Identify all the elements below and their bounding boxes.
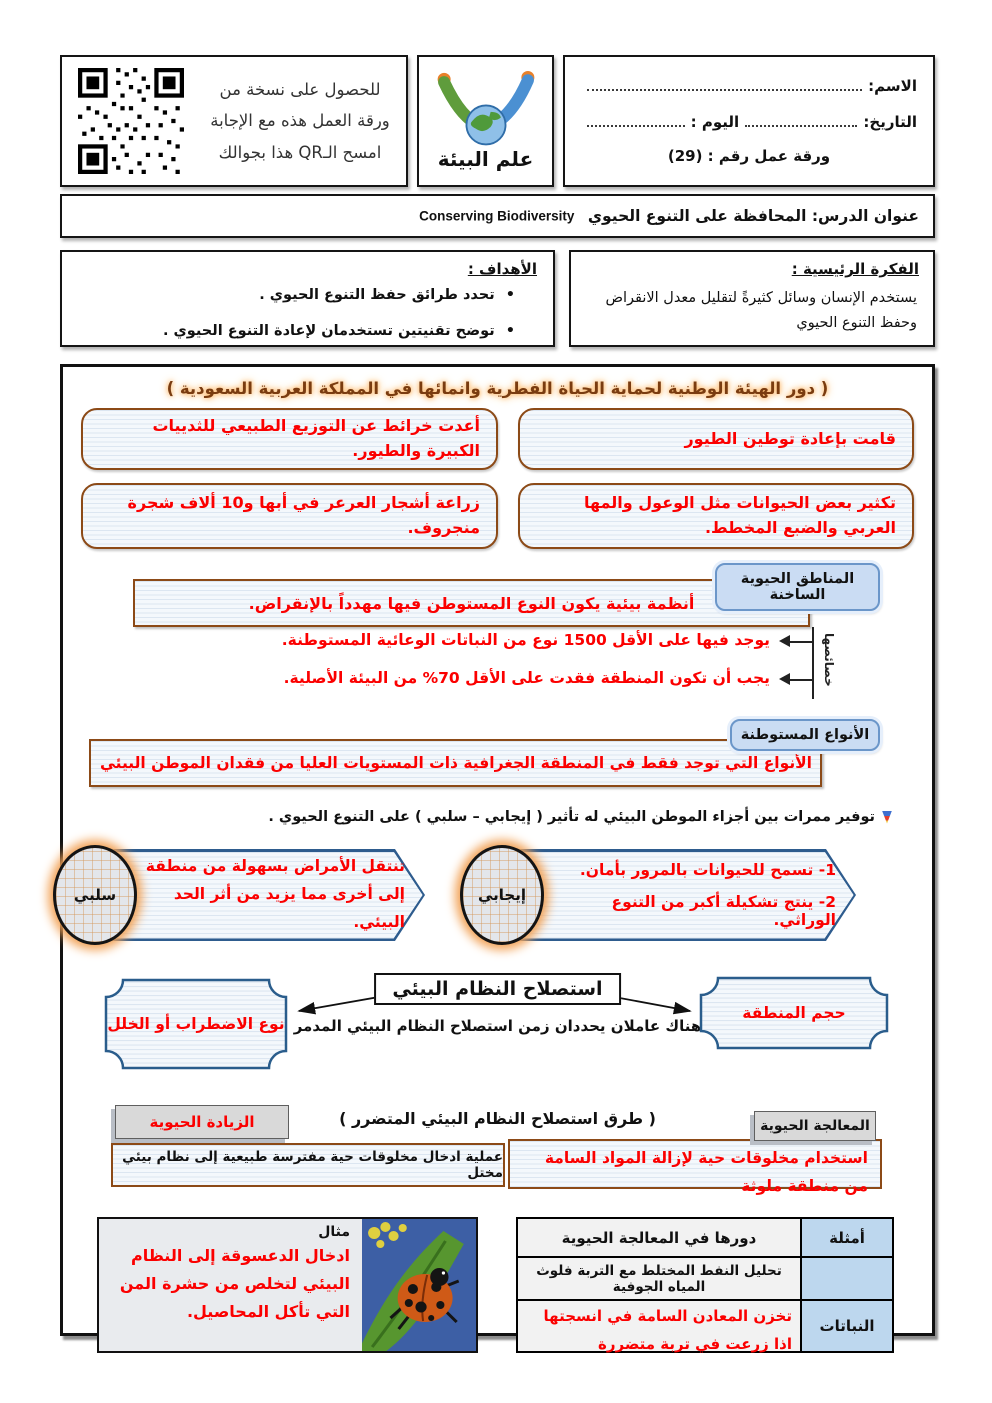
role-card-text: قامت بإعادة توطين الطيور [684,428,896,448]
bioaugmentation-definition: عملية ادخال مخلوقات حية مفترسة طبيعية إلى نظام بيئي مختل [111,1143,505,1187]
methods-heading: ( طرق استصلاح النظام البيئي المتضرر ) [339,1109,656,1128]
table-row [517,1300,893,1352]
qr-instruction-line: امسح الـQR هذا بجوالك [218,142,382,162]
corridor-statement-row [77,809,918,825]
table-row [517,1218,893,1257]
bioremediation-definition: استخدام مخلوقات حية لإزالة المواد السامة من منطقة ملوثة [508,1139,882,1189]
board-title: ( دور الهيئة الوطنية لحماية الحياة الفطرية وانمائها في المملكة العربية السعودية ) [166,379,829,398]
hotspot-trait: يوجد فيها على الأقل 1500 نوع من النباتات الوعائية المستوطنة. [281,631,770,649]
endemic-tab: الأنواع المستوطنة [730,719,880,751]
student-info-box [563,55,935,187]
endemic-definition: الأنواع التي توجد فقط في المنطقة الجغرافية ذات المستويات العليا من فقدان الموطن البيئي [89,739,822,787]
negative-effect-group [73,849,425,941]
name-label: الاسم: [868,77,917,95]
hotspots-tab: المناطق الحيوية الساخنة [715,563,880,611]
date-fill-line [745,113,857,127]
table-cell-empty [801,1257,893,1300]
bottom-row [77,1217,918,1353]
role-card [518,408,914,470]
lesson-title-ar: عنوان الدرس: المحافظة على التنوع الحيوي [587,207,919,225]
endemic-section [77,719,918,789]
negative-label-circle: سلبي [53,845,137,945]
role-card-text: زراعة أشجار العرعر في أبها و10 ألاف شجرة منجروف. [127,493,480,537]
bracket-stub [790,641,814,643]
role-card [81,483,498,549]
role-card [518,483,914,549]
role-card-text: تكثير بعض الحيوانات مثل الوعول والمها العربي والضبع المخطط. [583,493,896,537]
lesson-title-en: Conserving Biodiversity [419,208,575,224]
restoration-section [77,971,918,1079]
hotspots-definition: أنظمة بيئية يكون النوع المستوطن فيها مهدداً بالإنقراض. [133,579,810,627]
example-body: ادخال الدعسوقة إلى النظام البيئي لتخلص من حشرة المن التي تأكل المحاصيل. [119,1246,350,1321]
example-label: مثال [318,1224,350,1240]
positive-label-circle: إيجابي [460,845,544,945]
ladybug-photo-icon [362,1219,476,1351]
name-fill-line [587,77,862,91]
day-label: اليوم : [690,113,740,131]
bracket-line [812,627,814,699]
factor-text: نوع الاضطراب أو الخلل [107,1014,285,1033]
idea-objectives-row [60,250,935,347]
qr-instruction-line: ورقة العمل هذه مع الإجابة [210,111,390,131]
arrow-left-icon [779,673,790,685]
logo-box [417,55,554,187]
lesson-title-bar [60,194,935,238]
factor-area-size [698,975,890,1051]
corridor-statement: توفير ممرات بين أجزاء الموطن البيئي له تأثير ( إيجابي – سلبي ) على التنوع الحيوي . [268,809,875,825]
positive-effect-text [500,849,856,941]
qr-code-image [78,68,184,174]
objectives-box [60,250,555,347]
plants-role-text: تخزن المعادن السامة في انسجتها اذا زرعت في تربة متضررة [543,1307,792,1354]
main-idea-heading: الفكرة الرئيسية : [791,260,919,278]
table-row [517,1257,893,1300]
bracket-label: خصائصها [822,633,836,687]
table-header-examples: أمثلة [801,1218,893,1257]
positive-effect-group [477,849,856,941]
bioremediation-label: المعالجة الحيوية [754,1111,876,1141]
main-board [60,364,935,1354]
objective-item [78,287,515,303]
objective-text: تحدد طرائق حفظ التنوع الحيوي . [259,287,495,303]
role-card-text: أعدت خرائط عن التوزيع الطبيعي للثدييات الكبيرة والطيور. [152,416,480,460]
objective-item [78,323,515,339]
main-idea-text: يستخدم الإنسان وسائل كثيرةً لتقليل معدل الانقراض وحفظ التنوع الحيوي [605,290,917,332]
bullet-dart-icon [882,811,892,824]
positive-item: 1- تسمح للحيوانات بالمرور بأمان. [579,861,836,879]
bioaugmentation-label: الزيادة الحيوية [115,1105,289,1139]
environment-science-logo-icon [425,71,547,151]
objective-text: توضح تقنيتين تستخدمان لإعادة التنوع الحيوي . [162,323,495,339]
factor-disturbance-type [103,977,289,1071]
table-cell-oil: تحليل النفط المختلط مع التربة فلوث المياه الجوفية [517,1257,801,1300]
hotspots-section [77,563,918,703]
negative-effect-text: تنتقل الأمراض بسهولة من منطقة إلى أخرى مما يزيد من أثر الحد البيئي. [145,857,405,931]
restoration-title-box: استصلاح النظام البيئي [374,973,620,1005]
positive-item: 2- ينتج تشكيلة أكبر من التنوع الوراثي. [611,893,836,929]
ladybug-image [362,1219,476,1351]
corridor-effects [73,849,918,945]
date-label: التاريخ: [863,113,917,131]
role-card [81,408,498,470]
qr-box [60,55,408,187]
table-cell-plants: النباتات [801,1300,893,1352]
restoration-subtitle: هناك عاملان يحددان زمن استصلاح النظام البيئي المدمر [293,1017,702,1035]
bioremediation-table [516,1217,894,1353]
restoration-methods [77,1103,918,1199]
day-fill-line [587,113,685,127]
qr-instructions [210,74,390,168]
objectives-heading: الأهداف : [467,260,537,278]
example-text-area [99,1219,362,1351]
table-cell-plants-role [517,1300,801,1352]
qr-instruction-line: للحصول على نسخة من [219,79,381,99]
role-cards [77,408,918,549]
table-header-role: دورها في المعالجة الحيوية [517,1218,801,1257]
hotspot-trait: يجب أن تكون المنطقة فقدت على الأقل 70% من البيئة الأصلية. [283,669,770,687]
header [60,55,935,187]
arrow-left-icon [779,635,790,647]
worksheet-number: ورقة عمل رقم : (29) [667,147,831,165]
example-box [97,1217,478,1353]
bullet-icon: • [505,287,515,303]
bullet-icon: • [505,323,515,339]
factor-text: حجم المنطقة [742,1003,846,1022]
main-idea-box [569,250,935,347]
bracket-stub [790,679,814,681]
logo-title: علم البيئة [437,147,534,171]
